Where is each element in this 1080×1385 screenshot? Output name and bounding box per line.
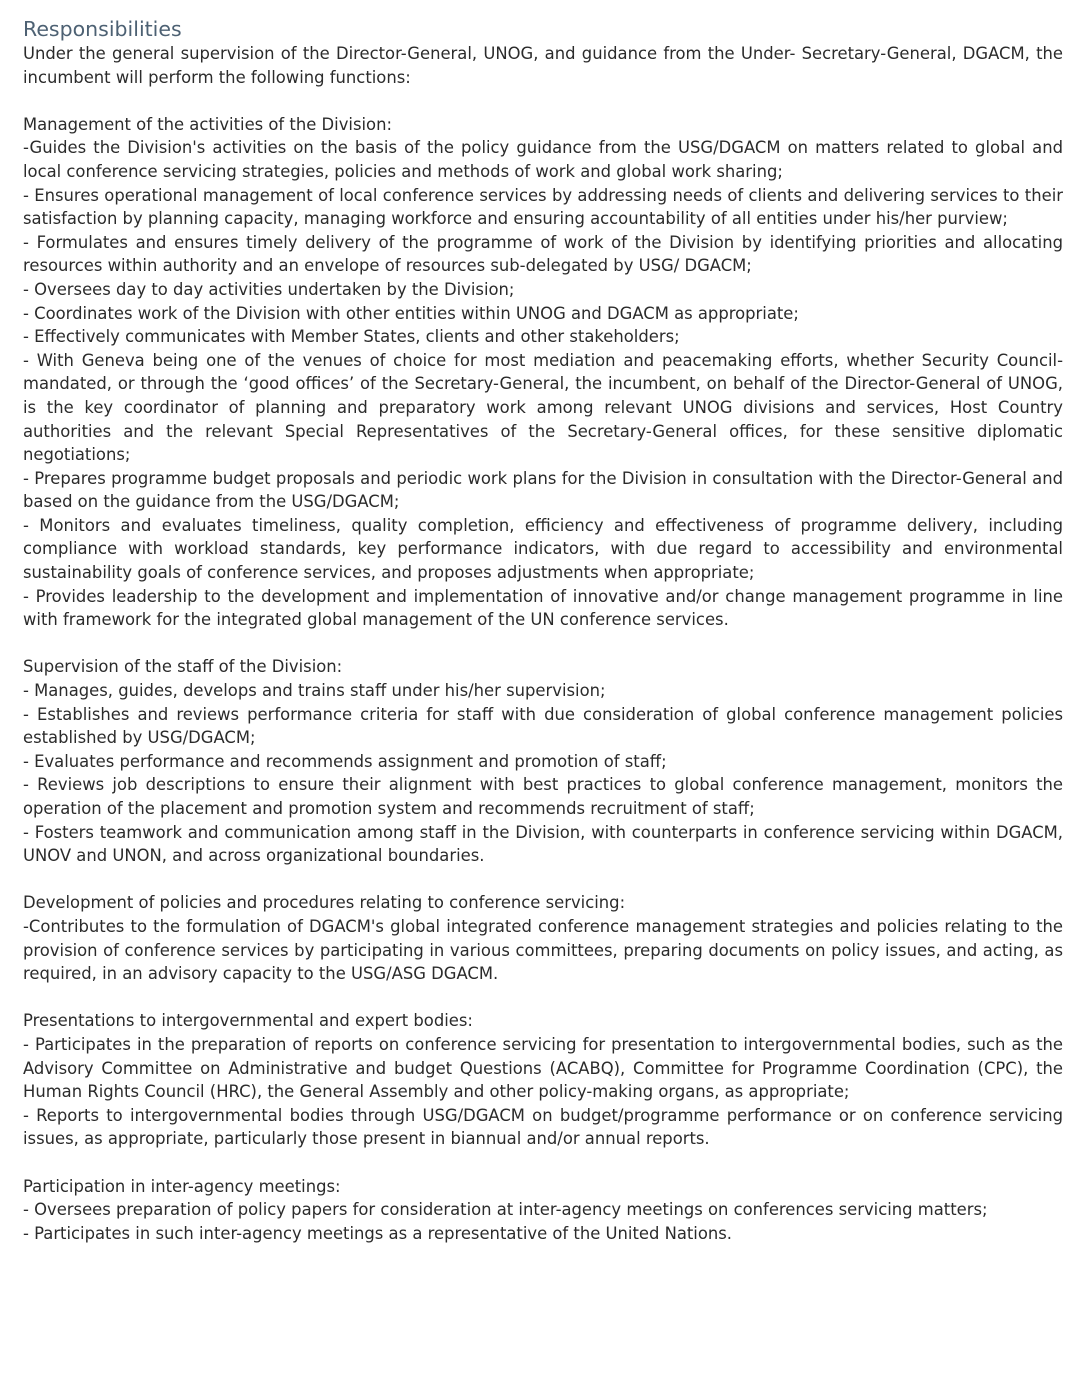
responsibility-item: - Ensures operational management of local conference services by addressing needs of clients and delivering services to their satisfaction by planning capacity, managing workforce and ensuring accountability of all entities under his/her purview; [23,185,1063,229]
responsibility-item: - Reports to intergovernmental bodies through USG/DGACM on budget/programme performance or on conference servicing issues, as appropriate, particularly those present in biannual and/or annual reports. [23,1105,1063,1149]
section-title: Development of policies and procedures relating to conference servicing: [23,893,626,913]
responsibility-item: - Participates in the preparation of reports on conference servicing for presentation to intergovernmental bodies, such as the Advisory Committee on Administrative and budget Questions (ACABQ), Committee for Programme Coordination (CPC), the Human Rights Council (HRC), the General Assembly and other policy-making organs, as appropriate; [23,1034,1063,1102]
sections [23,113,1063,1246]
responsibility-item: - Coordinates work of the Division with other entities within UNOG and DGACM as appropriate; [23,303,799,323]
responsibility-item: - Prepares programme budget proposals and periodic work plans for the Division in consultation with the Director-General and based on the guidance from the USG/DGACM; [23,468,1063,512]
intro-paragraph: Under the general supervision of the Director-General, UNOG, and guidance from the Under- Secretary-General, DGACM, the incumbent will perform the following functions: [23,44,1063,87]
section-title: Management of the activities of the Division: [23,114,392,134]
responsibility-item: - Manages, guides, develops and trains staff under his/her supervision; [23,681,606,701]
responsibility-section [23,655,1063,867]
responsibility-item: -Guides the Division's activities on the basis of the policy guidance from the USG/DGACM on matters related to global and local conference servicing strategies, policies and methods of work and global work sharing; [23,138,1063,181]
responsibility-section [23,1175,1063,1246]
responsibilities-document [23,16,1063,1245]
responsibility-item: - Fosters teamwork and communication among staff in the Division, with counterparts in conference servicing within DGACM, UNOV and UNON, and across organizational boundaries. [23,822,1063,866]
responsibility-section [23,113,1063,632]
responsibility-item: - Reviews job descriptions to ensure their alignment with best practices to global conference management, monitors the operation of the placement and promotion system and recommends recruitment of staff; [23,775,1063,818]
responsibility-item: - Formulates and ensures timely delivery of the programme of work of the Division by identifying priorities and allocating resources within authority and an envelope of resources sub-delegated by USG/ DGACM; [23,232,1063,276]
responsibility-item: - Effectively communicates with Member States, clients and other stakeholders; [23,327,680,347]
responsibility-section [23,891,1063,985]
responsibility-item: - Establishes and reviews performance criteria for staff with due consideration of global conference management policies established by USG/DGACM; [23,704,1063,748]
responsibility-item: - Provides leadership to the development and implementation of innovative and/or change management programme in line with framework for the integrated global management of the UN conference services. [23,586,1063,630]
section-title: Presentations to intergovernmental and expert bodies: [23,1011,473,1031]
responsibility-item: - With Geneva being one of the venues of choice for most mediation and peacemaking efforts, whether Security Council-mandated, or through the ‘good offices’ of the Secretary-General, the incumbent, on behalf of the Director-General of UNOG, is the key coordinator of planning and preparatory work among relevant UNOG divisions and services, Host Country authorities and the relevant Special Representatives of the Secretary-General offices, for these sensitive diplomatic negotiations; [23,350,1063,465]
section-title: Supervision of the staff of the Division: [23,657,343,677]
section-title: Participation in inter-agency meetings: [23,1176,341,1196]
responsibility-item: - Monitors and evaluates timeliness, quality completion, efficiency and effectiveness of programme delivery, including compliance with workload standards, key performance indicators, with due regard to accessibility and environmental sustainability goals of conference services, and proposes adjustments when appropriate; [23,515,1063,583]
responsibility-section [23,1009,1063,1151]
responsibility-item: - Evaluates performance and recommends assignment and promotion of staff; [23,751,667,771]
responsibility-item: - Oversees preparation of policy papers for consideration at inter-agency meetings on conferences servicing matters; [23,1200,988,1220]
responsibility-item: -Contributes to the formulation of DGACM's global integrated conference management strategies and policies relating to the provision of conference services by participating in various committees, preparing documents on policy issues, and acting, as required, in an advisory capacity to the USG/ASG DGACM. [23,916,1063,984]
section-heading: Responsibilities [23,17,182,41]
responsibility-item: - Participates in such inter-agency meetings as a representative of the United Nations. [23,1223,733,1243]
responsibility-item: - Oversees day to day activities undertaken by the Division; [23,279,515,299]
